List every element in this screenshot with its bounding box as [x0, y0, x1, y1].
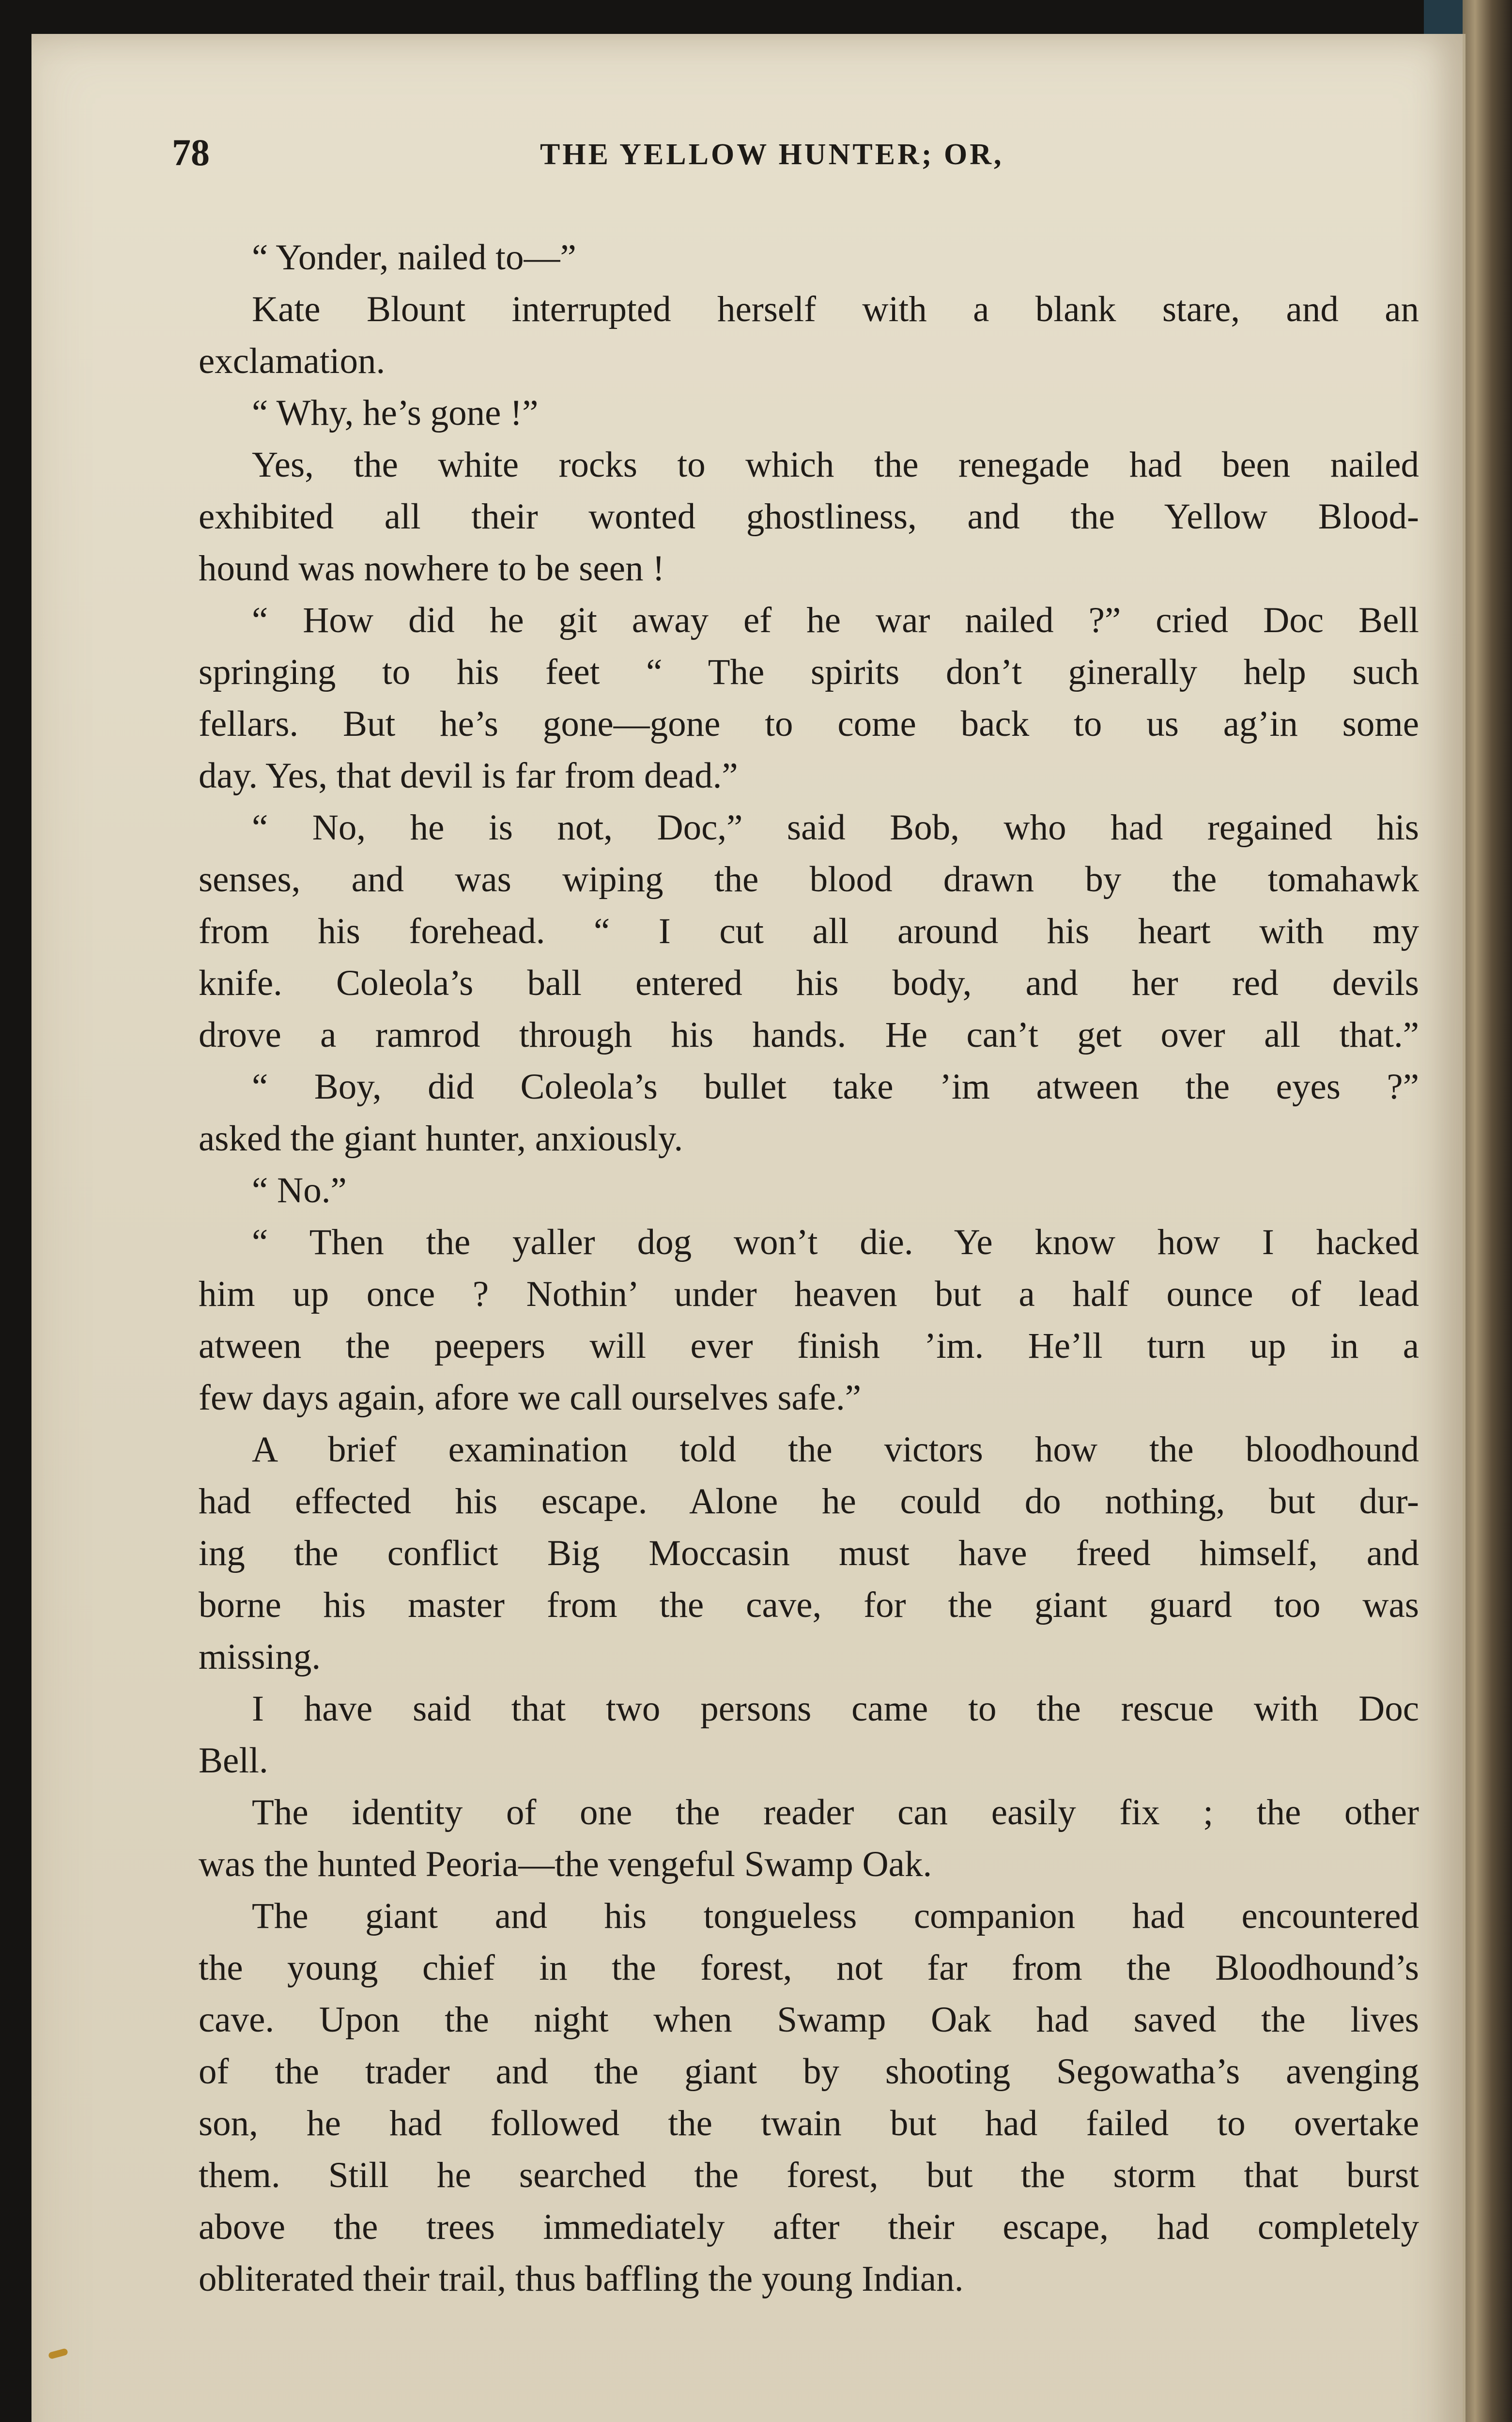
text-line: was the hunted Peoria—the vengeful Swamp Oak. — [199, 1844, 932, 1884]
book-spine — [1463, 0, 1512, 2422]
text-line: ing the conflict Big Moccasin must have freed himself, and — [199, 1533, 1419, 1573]
text-line: “ Then the yaller dog won’t die. Ye know how I hacked — [252, 1222, 1419, 1262]
text-line: missing. — [199, 1637, 321, 1677]
text-line: from his forehead. “ I cut all around his heart with my — [199, 911, 1419, 951]
text-line: The identity of one the reader can easily fix ; the other — [252, 1792, 1419, 1832]
text-line: knife. Coleola’s ball entered his body, and her red devils — [199, 963, 1419, 1003]
text-line: Yes, the white rocks to which the renegade had been nailed — [252, 445, 1419, 485]
text-line: exclamation. — [199, 341, 386, 381]
text-line: springing to his feet “ The spirits don’t ginerally help such — [199, 652, 1419, 692]
text-line: asked the giant hunter, anxiously. — [199, 1118, 683, 1159]
text-line: “ Boy, did Coleola’s bullet take ’im atween the eyes ?” — [252, 1067, 1419, 1107]
text-line: of the trader and the giant by shooting Segowatha’s avenging — [199, 2051, 1419, 2092]
text-line: drove a ramrod through his hands. He can’t get over all that.” — [199, 1015, 1419, 1055]
page-number: 78 — [172, 131, 210, 173]
text-line: hound was nowhere to be seen ! — [199, 548, 665, 589]
text-line: the young chief in the forest, not far from the Bloodhound’s — [199, 1948, 1419, 1988]
text-line: A brief examination told the victors how the bloodhound — [252, 1429, 1419, 1470]
text-line: “ Why, he’s gone !” — [252, 393, 539, 433]
text-line: them. Still he searched the forest, but the storm that burst — [199, 2155, 1419, 2195]
text-line: “ No.” — [252, 1170, 347, 1211]
text-line: son, he had followed the twain but had failed to overtake — [199, 2103, 1419, 2143]
text-line: senses, and was wiping the blood drawn by the tomahawk — [199, 859, 1419, 900]
text-line: “ Yonder, nailed to—” — [252, 237, 576, 278]
text-line: The giant and his tongueless companion had encountered — [252, 1896, 1419, 1936]
text-line: Bell. — [199, 1740, 268, 1781]
text-line: I have said that two persons came to the rescue with Doc — [252, 1689, 1419, 1729]
text-line: Kate Blount interrupted herself with a blank stare, and an — [252, 289, 1419, 329]
text-line: atween the peepers will ever finish ’im. He’ll turn up in a — [199, 1326, 1419, 1366]
body-text — [199, 232, 1419, 2305]
text-line: obliterated their trail, thus baffling the young Indian. — [199, 2259, 964, 2299]
text-line: “ How did he git away ef he war nailed ?” cried Doc Bell — [252, 600, 1419, 640]
page-header — [172, 131, 1421, 189]
text-line: day. Yes, that devil is far from dead.” — [199, 756, 738, 796]
text-line: above the trees immediately after their escape, had completely — [199, 2207, 1419, 2247]
text-line: few days again, afore we call ourselves safe.” — [199, 1378, 862, 1418]
text-line: cave. Upon the night when Swamp Oak had saved the lives — [199, 2000, 1419, 2040]
text-line: “ No, he is not, Doc,” said Bob, who had regained his — [252, 807, 1419, 848]
text-line: him up once ? Nothin’ under heaven but a half ounce of lead — [199, 1274, 1419, 1314]
text-line: exhibited all their wonted ghostliness, and the Yellow Blood- — [199, 497, 1419, 537]
running-head: THE YELLOW HUNTER; OR, — [540, 138, 1004, 171]
text-line: fellars. But he’s gone—gone to come back to us ag’in some — [199, 704, 1419, 744]
text-line: borne his master from the cave, for the giant guard too was — [199, 1585, 1419, 1625]
text-line: had effected his escape. Alone he could do nothing, but dur- — [199, 1481, 1419, 1522]
